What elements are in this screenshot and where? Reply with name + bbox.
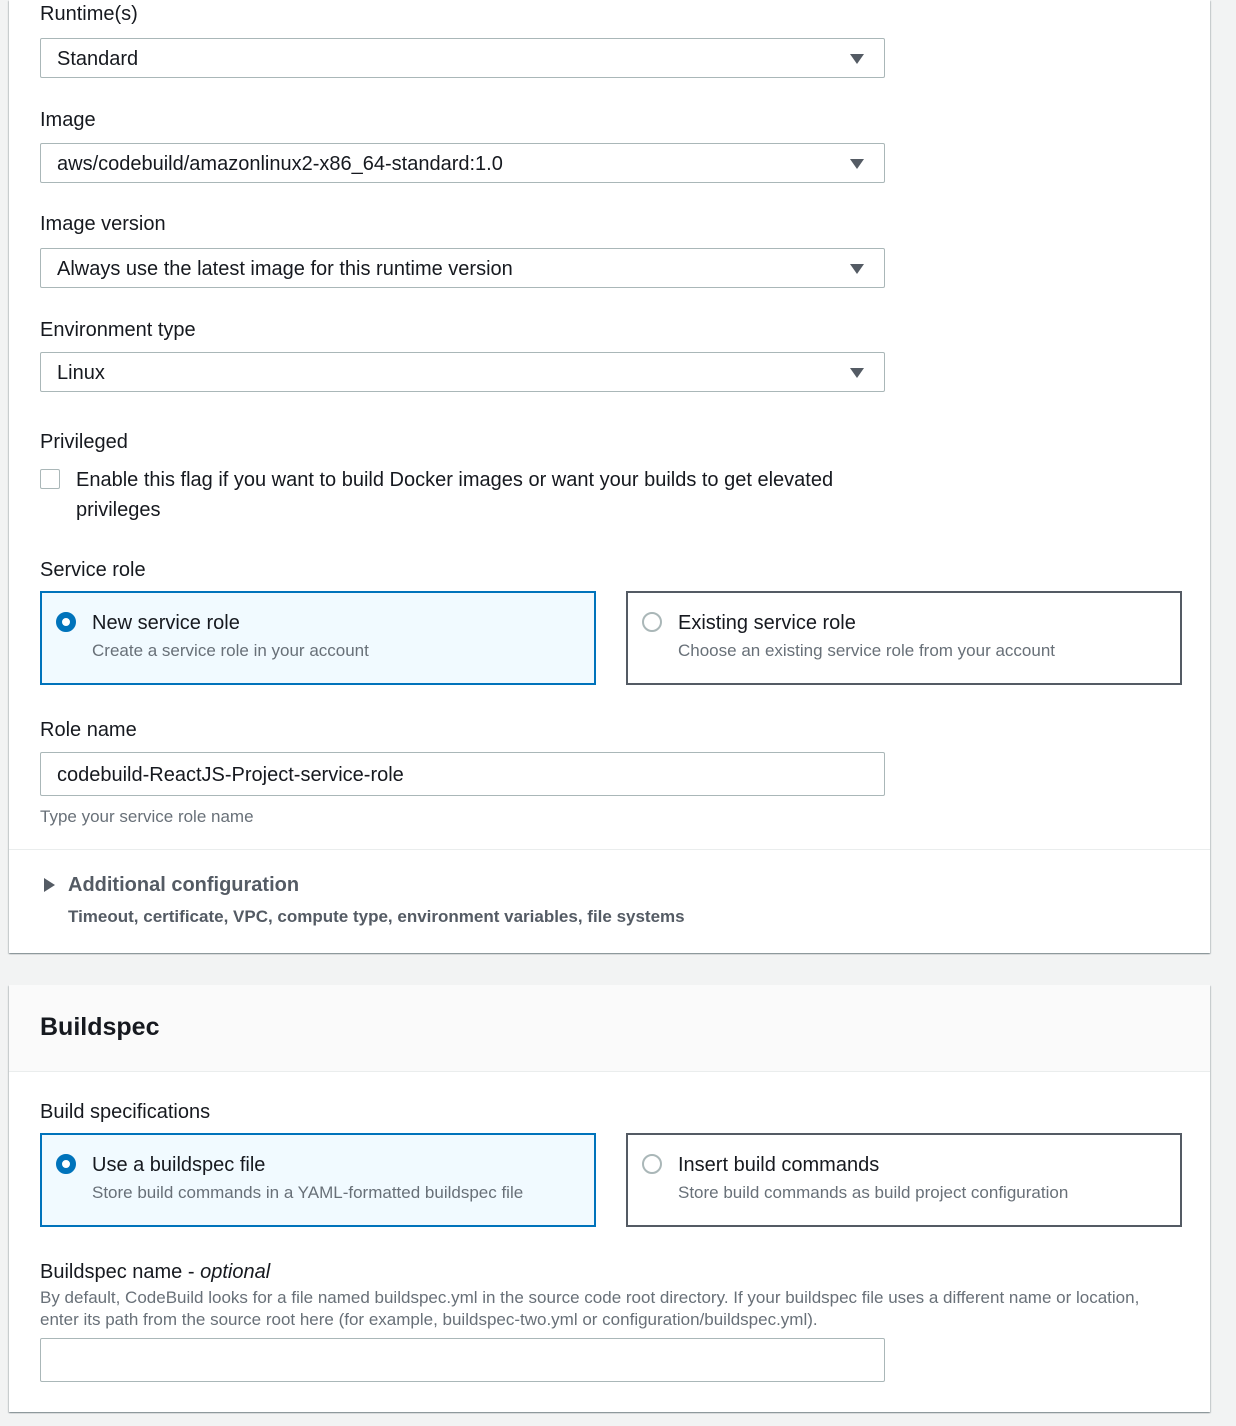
insert-build-commands-radio[interactable]: [642, 1154, 662, 1174]
build-specifications-label: Build specifications: [40, 1101, 211, 1123]
use-buildspec-file-tile[interactable]: [40, 1133, 596, 1227]
new-service-role-title: New service role: [92, 612, 240, 634]
role-name-value: codebuild-ReactJS-Project-service-role: [57, 764, 404, 786]
image-label: Image: [40, 109, 96, 131]
role-name-hint: Type your service role name: [40, 807, 254, 826]
role-name-label: Role name: [40, 719, 137, 741]
buildspec-name-label: [40, 1259, 270, 1285]
caret-right-icon[interactable]: [44, 878, 55, 892]
runtimes-value: Standard: [57, 48, 139, 70]
insert-build-commands-desc: Store build commands as build project configuration: [678, 1183, 1069, 1202]
image-version-label: Image version: [40, 213, 166, 235]
existing-service-role-radio[interactable]: [642, 612, 662, 632]
additional-configuration-desc: Timeout, certificate, VPC, compute type, environment variables, file systems: [68, 907, 685, 926]
image-version-select[interactable]: [40, 248, 885, 288]
use-buildspec-file-desc: Store build commands in a YAML-formatted buildspec file: [92, 1183, 524, 1202]
existing-service-role-desc: Choose an existing service role from your account: [678, 641, 1056, 660]
image-select[interactable]: [40, 143, 885, 183]
caret-down-icon: [850, 368, 864, 378]
environment-type-select[interactable]: [40, 352, 885, 392]
use-buildspec-file-title: Use a buildspec file: [92, 1154, 266, 1176]
caret-down-icon: [850, 54, 864, 64]
caret-down-icon: [850, 264, 864, 274]
buildspec-name-description: By default, CodeBuild looks for a file named buildspec.yml in the source code root directory. If your buildspec file uses a different name or location, enter its path from the source root here (for example, buildspec-two.yml or configuration/buildspec.yml).: [40, 1288, 1140, 1329]
new-service-role-desc: Create a service role in your account: [92, 641, 369, 660]
existing-service-role-tile[interactable]: [626, 591, 1182, 685]
buildspec-header: [9, 985, 1210, 1072]
buildspec-panel: [9, 985, 1210, 1412]
insert-build-commands-tile[interactable]: [626, 1133, 1182, 1227]
image-value: aws/codebuild/amazonlinux2-x86_64-standard:1.0: [57, 153, 503, 175]
environment-type-label: Environment type: [40, 319, 196, 341]
service-role-label: Service role: [40, 559, 146, 581]
runtimes-select[interactable]: [40, 38, 885, 78]
optional-tag: optional: [200, 1261, 271, 1283]
role-name-input[interactable]: [40, 752, 885, 796]
privileged-checkbox-text[interactable]: Enable this flag if you want to build Docker images or want your builds to get elevated privileges: [76, 469, 834, 521]
buildspec-heading: Buildspec: [40, 1013, 160, 1041]
environment-panel: [9, 0, 1210, 953]
buildspec-name-input[interactable]: [40, 1338, 885, 1382]
existing-service-role-title: Existing service role: [678, 612, 856, 634]
insert-build-commands-title: Insert build commands: [678, 1154, 880, 1176]
image-version-value: Always use the latest image for this runtime version: [57, 258, 513, 280]
caret-down-icon: [850, 159, 864, 169]
runtimes-label: Runtime(s): [40, 3, 138, 25]
new-service-role-radio[interactable]: [56, 612, 76, 632]
additional-configuration-toggle[interactable]: Additional configuration: [68, 874, 300, 896]
buildspec-name-label-text: Buildspec name -: [40, 1261, 201, 1283]
new-service-role-tile[interactable]: [40, 591, 596, 685]
use-buildspec-file-radio[interactable]: [56, 1154, 76, 1174]
privileged-checkbox[interactable]: [40, 469, 60, 489]
privileged-label: Privileged: [40, 431, 128, 453]
divider: [9, 849, 1210, 850]
environment-type-value: Linux: [57, 362, 105, 384]
